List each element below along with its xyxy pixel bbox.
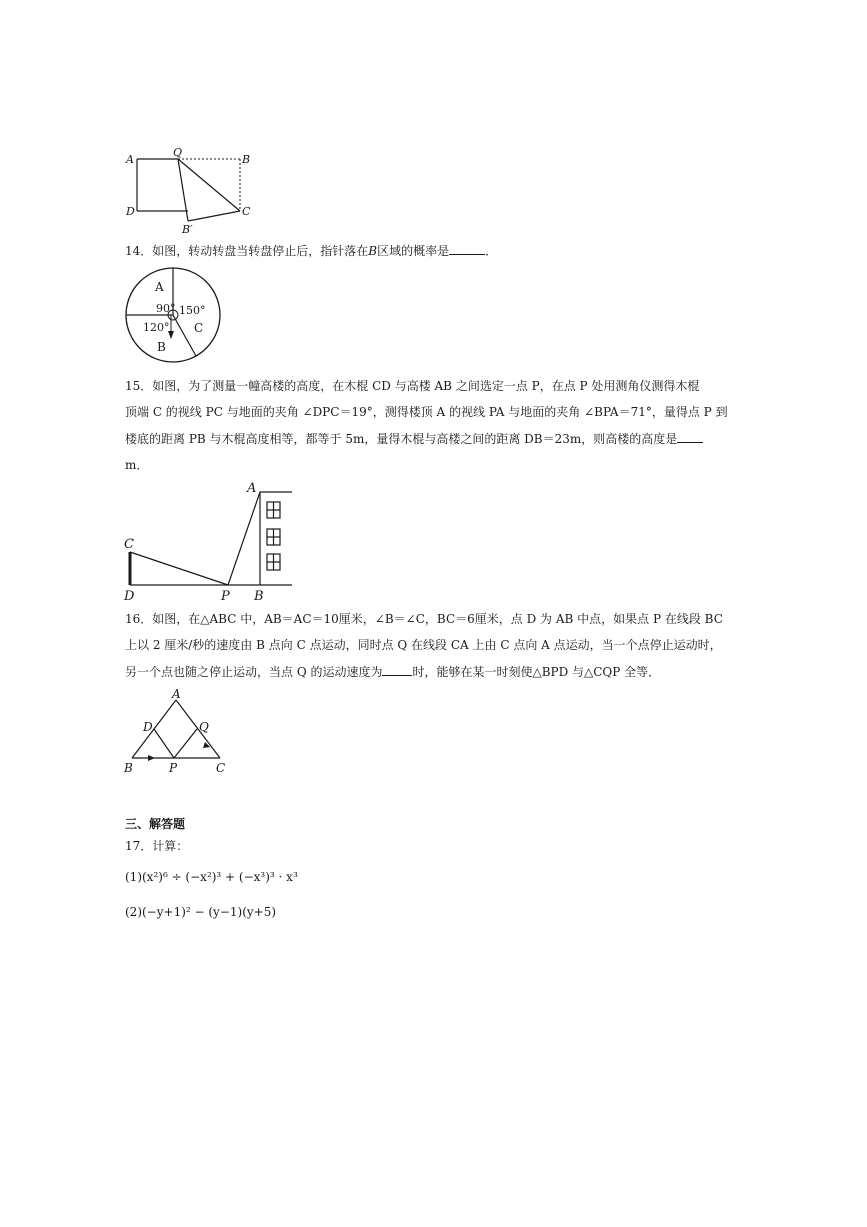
q17-title: 17．计算： bbox=[125, 839, 189, 853]
q15-line3-wrap bbox=[125, 431, 703, 447]
angle-90: 90° bbox=[156, 302, 176, 315]
label-C: C bbox=[216, 761, 226, 775]
label-B: B bbox=[254, 589, 264, 604]
q15-line2: 顶端 C 的视线 PC 与地面的夹角 ∠DPC＝19°，测得楼顶 A 的视线 PA 与地面的夹角 ∠BPA＝71°，量得点 P 到 bbox=[125, 405, 728, 419]
label-P: P bbox=[169, 761, 178, 775]
q16-triangle-figure bbox=[118, 686, 238, 776]
q16-answer-blank bbox=[382, 664, 412, 676]
q17-part1: (1)(x²)⁶ ÷ (−x²)³ + (−x³)³ · x³ bbox=[125, 870, 298, 884]
q13-figure bbox=[120, 145, 260, 235]
q14-answer-blank bbox=[449, 243, 485, 255]
angle-120: 120° bbox=[143, 321, 170, 334]
sector-B: B bbox=[157, 340, 166, 354]
building-windows bbox=[267, 502, 280, 570]
label-D: D bbox=[126, 205, 135, 218]
q15-building-figure bbox=[118, 478, 298, 603]
sector-C: C bbox=[194, 321, 204, 335]
label-A: A bbox=[247, 481, 257, 496]
label-Q: Q bbox=[199, 720, 209, 734]
angle-150: 150° bbox=[179, 304, 206, 317]
label-B: B bbox=[242, 153, 251, 166]
q17-part2: (2)(−y+1)² − (y−1)(y+5) bbox=[125, 905, 277, 919]
label-C: C bbox=[124, 537, 134, 552]
label-C: C bbox=[242, 205, 251, 218]
label-D: D bbox=[124, 589, 135, 604]
q16-line1: 16．如图，在△ABC 中，AB＝AC＝10厘米，∠B＝∠C，BC＝6厘米，点 D 为 AB 中点，如果点 P 在线段 BC bbox=[125, 612, 723, 626]
q15-line1: 15．如图，为了测量一幢高楼的高度，在木棍 CD 与高楼 AB 之间选定一点 P，在点 P 处用测角仪测得木棍 bbox=[125, 379, 700, 393]
q16-line3b: 时，能够在某一时刻使△BPD 与△CQP 全等． bbox=[412, 665, 661, 679]
label-B-prime: B′ bbox=[182, 223, 193, 236]
q14-var: B bbox=[368, 244, 378, 258]
q16-line3a: 另一个点也随之停止运动，当点 Q 的运动速度为 bbox=[125, 665, 383, 679]
q15-answer-blank bbox=[677, 431, 703, 443]
q14-spinner-figure bbox=[120, 265, 230, 365]
q16-line3 bbox=[125, 664, 660, 680]
q14-text-before: 14．如图，转动转盘当转盘停止后，指针落在 bbox=[125, 244, 369, 258]
q14-text-after: 区域的概率是 bbox=[377, 244, 450, 258]
section-heading: 三、解答题 bbox=[125, 817, 186, 831]
label-A: A bbox=[172, 687, 181, 701]
q16-line2: 上以 2 厘米/秒的速度由 B 点向 C 点运动，同时点 Q 在线段 CA 上由 C 点向 A 点运动，当一个点停止运动时， bbox=[125, 638, 722, 652]
q14-text-end: ． bbox=[485, 244, 498, 258]
sector-A: A bbox=[155, 280, 164, 294]
q15-line4: m． bbox=[125, 458, 149, 472]
label-D: D bbox=[143, 720, 153, 734]
label-Q: Q bbox=[173, 146, 183, 159]
q15-line3: 楼底的距离 PB 与木棍高度相等，都等于 5m，量得木棍与高楼之间的距离 DB＝23m，则高楼的高度是 bbox=[125, 432, 678, 446]
q14-question bbox=[125, 243, 497, 259]
label-B: B bbox=[124, 761, 133, 775]
label-A: A bbox=[126, 153, 134, 166]
label-P: P bbox=[221, 589, 230, 604]
